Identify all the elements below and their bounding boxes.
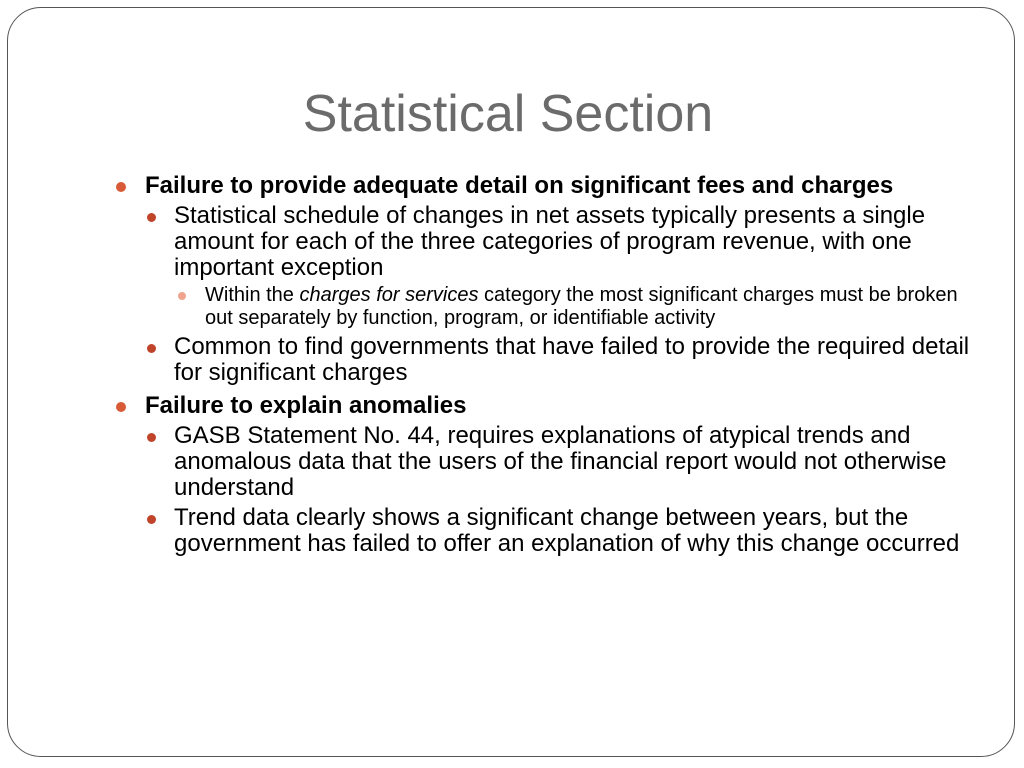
bullet-text: Trend data clearly shows a significant change between years, but the government has failed to offer an explanation of why this change occurred — [174, 504, 960, 557]
bullet-level2 — [144, 203, 974, 281]
slide-content — [114, 172, 974, 560]
bullet-text-prefix: Within the — [205, 284, 300, 306]
bullet-dot-icon — [147, 344, 156, 353]
bullet-dot-icon — [147, 213, 156, 222]
bullet-text-emphasis: charges for services — [299, 284, 479, 306]
bullet-text: Failure to provide adequate detail on significant fees and charges — [145, 172, 894, 199]
bullet-text: Common to find governments that have failed to provide the required detail for significant charges — [174, 333, 970, 386]
bullet-level1 — [114, 172, 974, 199]
bullet-level2 — [144, 334, 974, 386]
bullet-level3 — [174, 284, 974, 330]
bullet-level2 — [144, 423, 974, 501]
bullet-text: Failure to explain anomalies — [145, 392, 467, 419]
slide-title: Statistical Section — [302, 85, 714, 143]
bullet-text: Statistical schedule of changes in net assets typically presents a single amount for each of the three categories of program revenue, with one important exception — [174, 202, 926, 281]
bullet-text: GASB Statement No. 44, requires explanations of atypical trends and anomalous data that the users of the financial report would not otherwise understand — [174, 422, 947, 501]
bullet-dot-icon — [116, 182, 126, 192]
bullet-dot-icon — [178, 292, 186, 300]
bullet-text-suffix: category the most significant charges must be broken out separately by function, program, or identifiable activity — [205, 284, 958, 329]
bullet-level1 — [114, 392, 974, 419]
bullet-level2 — [144, 505, 974, 557]
bullet-dot-icon — [116, 402, 126, 412]
bullet-dot-icon — [147, 515, 156, 524]
bullet-dot-icon — [147, 433, 156, 442]
